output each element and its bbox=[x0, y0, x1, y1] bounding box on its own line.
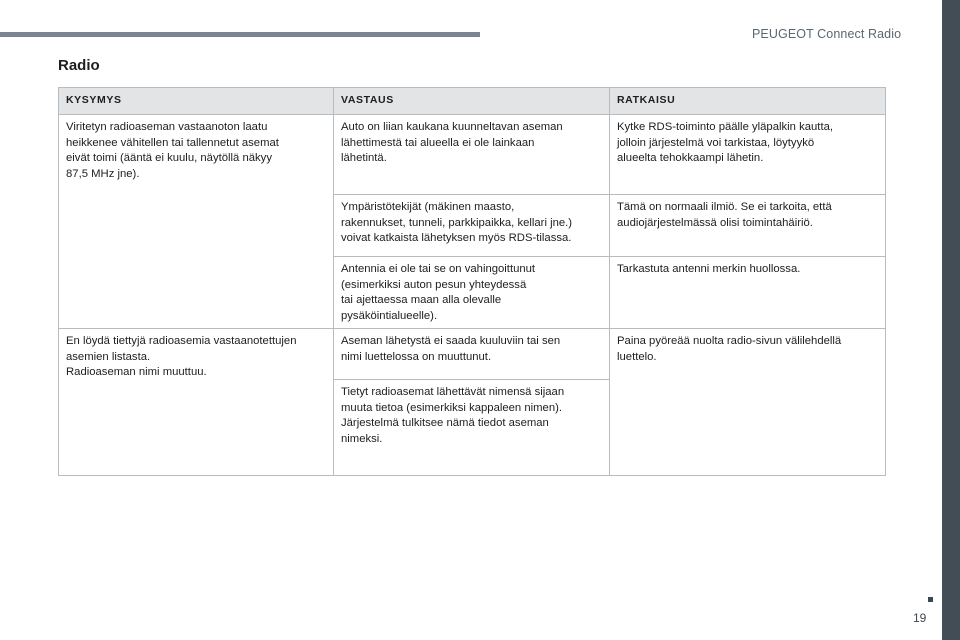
section-title: Radio bbox=[58, 57, 100, 74]
answer-cell: Tietyt radioasemat lähettävät nimensä sijaan muuta tietoa (esimerkiksi kappaleen nimen). Järjestelmä tulkitsee nämä tiedot aseman nimeksi. bbox=[334, 380, 610, 476]
document-header-title: PEUGEOT Connect Radio bbox=[752, 27, 902, 41]
column-header-question: KYSYMYS bbox=[59, 88, 334, 115]
table-header-row bbox=[59, 88, 886, 115]
column-header-answer: VASTAUS bbox=[334, 88, 610, 115]
column-header-solution: RATKAISU bbox=[610, 88, 886, 115]
continuation-marker bbox=[928, 597, 933, 602]
question-cell: En löydä tiettyjä radioasemia vastaanotettujen asemien listasta. Radioaseman nimi muuttuu. bbox=[59, 329, 334, 476]
solution-cell: Tarkastuta antenni merkin huollossa. bbox=[610, 257, 886, 329]
page-number: 19 bbox=[913, 611, 927, 625]
answer-cell: Ympäristötekijät (mäkinen maasto, rakennukset, tunneli, parkkipaikka, kellari jne.) voivat katkaista lähetyksen myös RDS-tilassa. bbox=[334, 195, 610, 257]
side-edge-bar bbox=[942, 0, 960, 640]
solution-cell: Kytke RDS-toiminto päälle yläpalkin kautta, jolloin järjestelmä voi tarkistaa, löytyykö alueelta tehokkaampi lähetin. bbox=[610, 115, 886, 195]
troubleshooting-table bbox=[58, 87, 886, 476]
answer-cell: Auto on liian kaukana kuunneltavan aseman lähettimestä tai alueella ei ole lainkaan lähetintä. bbox=[334, 115, 610, 195]
table-row bbox=[59, 329, 886, 380]
answer-cell: Aseman lähetystä ei saada kuuluviin tai sen nimi luettelossa on muuttunut. bbox=[334, 329, 610, 380]
answer-cell: Antennia ei ole tai se on vahingoittunut (esimerkiksi auton pesun yhteydessä tai ajettaessa maan alla olevalle pysäköintialueelle). bbox=[334, 257, 610, 329]
solution-cell: Tämä on normaali ilmiö. Se ei tarkoita, että audiojärjestelmässä olisi toimintahäiriö. bbox=[610, 195, 886, 257]
question-cell: Viritetyn radioaseman vastaanoton laatu heikkenee vähitellen tai tallennetut asemat eivät toimi (ääntä ei kuulu, näytöllä näkyy 87,5 MHz jne). bbox=[59, 115, 334, 329]
table-row bbox=[59, 115, 886, 195]
solution-cell: Paina pyöreää nuolta radio-sivun välilehdellä luettelo. bbox=[610, 329, 886, 476]
header-accent-bar bbox=[0, 32, 480, 37]
